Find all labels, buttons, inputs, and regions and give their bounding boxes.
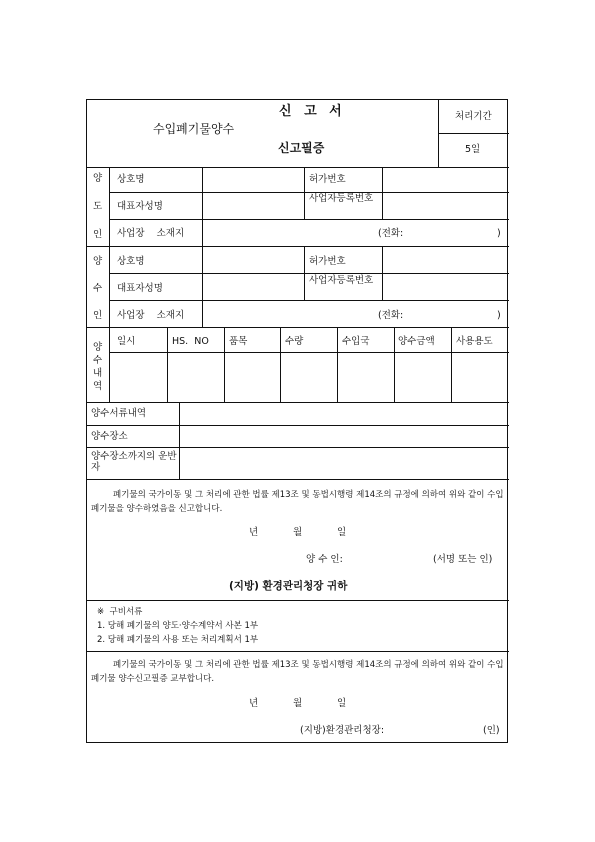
header-divider (438, 133, 509, 134)
transferee-bizreg-label: 사업자등록번호 (309, 275, 374, 286)
details-col-header: 수입국 (342, 336, 370, 347)
processing-period-value: 5일 (465, 144, 481, 155)
declaration-date-day: 일 (337, 527, 347, 538)
col-divider (280, 327, 281, 402)
declaration-text: 폐기물의 국가이동 및 그 처리에 관한 법률 제13조 및 동법시행령 제14조의 규정에 의하여 위와 같이 수입폐기물을 양수하였음을 신고합니다. (91, 490, 504, 514)
col-divider (337, 327, 338, 402)
transferee-phone-label: (전화: (378, 310, 404, 321)
transferee-side-char: 양 (93, 256, 103, 267)
transferor-bizreg-label: 사업자등록번호 (309, 193, 374, 204)
transferee-side-char: 인 (93, 310, 103, 321)
details-col-header: 사용용도 (456, 336, 493, 347)
transferor-company-label: 상호명 (117, 174, 145, 185)
transferee-address-label: 사업장 소재지 (117, 310, 185, 321)
transferor-rep-label: 대표자성명 (117, 201, 163, 212)
details-side-char: 역 (93, 381, 103, 392)
details-side-char: 양 (93, 342, 103, 353)
col-divider (202, 246, 203, 327)
row-divider (109, 219, 509, 220)
col-divider (304, 167, 305, 219)
transfer-docs-label: 양수서류내역 (91, 408, 147, 419)
transferee-permit-label: 허가번호 (309, 256, 346, 267)
row-divider (109, 273, 509, 274)
form-title: 신 고 서 (279, 104, 346, 119)
addressee: (지방) 환경관리청장 귀하 (229, 580, 348, 592)
transferor-phone-label: (전화: (378, 228, 404, 239)
side-column-divider (109, 167, 110, 402)
issuance-text: 폐기물의 국가이동 및 그 처리에 관한 법률 제13조 및 동법시행령 제14조의 규정에 의하여 위와 같이 수입 폐기물 양수신고필증 교부합니다. (91, 660, 504, 684)
col-divider (394, 327, 395, 402)
transporter-label: 양수장소까지의 운반자 (91, 451, 177, 473)
official-seal: (인) (483, 725, 500, 736)
attachments-heading: ※ 구비서류 (97, 607, 143, 617)
transferee-rep-label: 대표자성명 (117, 283, 163, 294)
col-divider (224, 327, 225, 402)
row-divider (87, 447, 509, 448)
col-divider (202, 167, 203, 246)
details-col-header: 양수금액 (398, 336, 435, 347)
details-side-char: 수 (93, 355, 103, 366)
transferee-side-char: 수 (93, 283, 103, 294)
official-label: (지방)환경관리청장: (300, 725, 385, 736)
transferee-phone-close: ) (497, 310, 501, 321)
declaration-date-month: 월 (293, 527, 303, 538)
issuance-date-month: 월 (293, 698, 303, 709)
section-divider (87, 479, 509, 480)
issuance-date-year: 년 (249, 698, 259, 709)
details-col-header: 수량 (285, 336, 304, 347)
col-divider (382, 246, 383, 300)
col-divider (451, 327, 452, 402)
processing-period-label: 처리기간 (455, 111, 492, 122)
col-divider (382, 167, 383, 219)
row-divider (109, 352, 509, 353)
transferor-side-char: 도 (93, 201, 103, 212)
row-divider (87, 425, 509, 426)
transferor-side-char: 양 (93, 173, 103, 184)
issuance-date-day: 일 (337, 698, 347, 709)
form-name: 수입폐기물양수 (153, 122, 235, 136)
transferor-permit-label: 허가번호 (309, 174, 346, 185)
attachment-item: 1. 당해 폐기물의 양도·양수계약서 사본 1부 (97, 621, 259, 631)
details-col-header: HS. NO (172, 336, 209, 347)
declaration-date-year: 년 (249, 527, 259, 538)
signer-label: 양 수 인: (306, 554, 343, 565)
transfer-place-label: 양수장소 (91, 431, 128, 442)
section-divider (87, 600, 509, 601)
row-divider (109, 300, 509, 301)
transferor-phone-close: ) (497, 228, 501, 239)
col-divider (304, 246, 305, 300)
section-divider (87, 651, 509, 652)
details-col-header: 품목 (229, 336, 248, 347)
form-subtitle: 신고필증 (278, 141, 325, 155)
details-col-header: 일시 (117, 336, 136, 347)
col-divider (167, 327, 168, 402)
section-divider (87, 246, 509, 247)
section-divider (87, 402, 509, 403)
transferor-address-label: 사업장 소재지 (117, 228, 185, 239)
section-divider (87, 167, 509, 168)
signer-note: (서명 또는 인) (433, 554, 493, 565)
attachment-item: 2. 당해 폐기물의 사용 또는 처리계획서 1부 (97, 635, 259, 645)
declaration-form (86, 99, 508, 743)
transferee-company-label: 상호명 (117, 256, 145, 267)
details-side-char: 내 (93, 368, 103, 379)
col-divider (179, 402, 180, 479)
transferor-side-char: 인 (93, 229, 103, 240)
section-divider (87, 327, 509, 328)
